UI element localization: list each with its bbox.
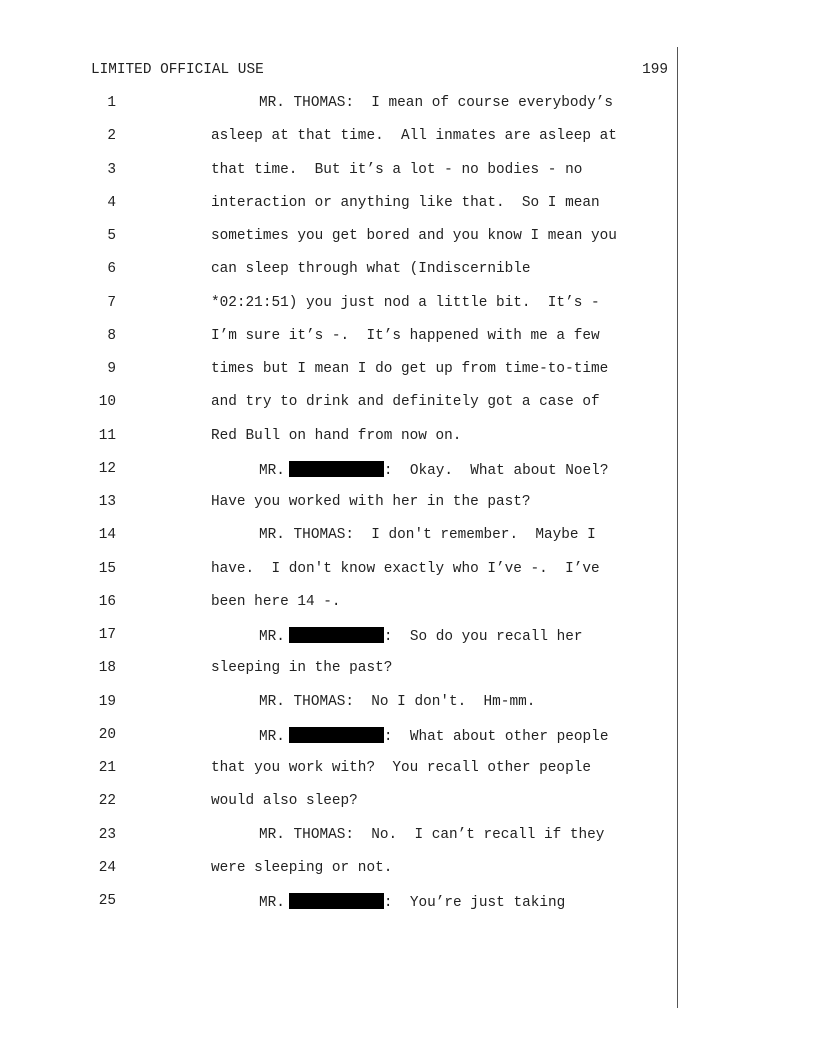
line-number: 22: [98, 793, 116, 810]
transcript-line: [0, 627, 816, 647]
line-number: 21: [98, 760, 116, 776]
transcript-line: [0, 660, 816, 680]
line-text: MR. THOMAS: I mean of course everybody’s: [259, 95, 614, 111]
line-text: have. I don't know exactly who I’ve -. I’ve: [211, 560, 600, 577]
line-number: 1: [107, 95, 116, 111]
transcript-line: [0, 793, 816, 813]
transcript-line: [0, 328, 816, 348]
line-number: 16: [98, 593, 116, 610]
redaction-block: [289, 727, 384, 743]
line-text-content: : You’re just taking: [383, 895, 566, 911]
transcript-line: [0, 527, 816, 547]
line-text: [259, 727, 608, 745]
line-text: MR. THOMAS: No I don't. Hm-mm.: [259, 693, 536, 710]
line-number: 5: [107, 228, 116, 244]
page-number: 199: [642, 62, 668, 78]
transcript-line: [0, 893, 816, 913]
line-text: [259, 893, 565, 911]
transcript-line: [0, 295, 816, 315]
line-number: 14: [98, 527, 116, 544]
line-text: been here 14 -.: [211, 593, 341, 610]
classification-header: LIMITED OFFICIAL USE: [91, 62, 264, 78]
transcript-line: [0, 760, 816, 780]
transcript-line: [0, 494, 816, 514]
transcript-line: [0, 727, 816, 747]
speaker-label: MR.: [259, 462, 285, 479]
line-number: 25: [98, 893, 116, 909]
line-number: 2: [107, 128, 116, 145]
line-number: 17: [98, 627, 116, 643]
line-text: Red Bull on hand from now on.: [211, 427, 462, 444]
line-number: 6: [107, 261, 116, 278]
line-text: were sleeping or not.: [211, 859, 393, 876]
line-text-content: : Okay. What about Noel?: [383, 462, 609, 479]
line-text: MR. THOMAS: No. I can’t recall if they: [259, 826, 605, 843]
line-number: 9: [107, 361, 116, 377]
line-text: *02:21:51) you just nod a little bit. It’s -: [211, 294, 600, 311]
transcript-line: [0, 261, 816, 281]
line-text: [259, 627, 583, 645]
line-number: 23: [98, 826, 116, 843]
line-number: 20: [98, 726, 116, 743]
line-text: sometimes you get bored and you know I mean you: [211, 228, 617, 244]
line-number: 7: [107, 294, 116, 311]
transcript-line: [0, 394, 816, 414]
line-number: 10: [98, 394, 116, 411]
line-text: would also sleep?: [211, 793, 358, 810]
line-number: 8: [107, 327, 116, 344]
speaker-label: MR.: [259, 728, 285, 745]
redaction-block: [289, 461, 384, 477]
line-number: 4: [107, 194, 116, 211]
line-number: 12: [98, 460, 116, 477]
speaker-label: MR.: [259, 629, 285, 645]
line-text: asleep at that time. All inmates are asleep at: [211, 128, 617, 145]
redaction-block: [289, 893, 384, 909]
transcript-line: [0, 162, 816, 182]
line-number: 19: [98, 693, 116, 710]
transcript-line: [0, 361, 816, 381]
transcript-line: [0, 195, 816, 215]
transcript-line: [0, 561, 816, 581]
line-text: interaction or anything like that. So I mean: [211, 194, 600, 211]
line-text: can sleep through what (Indiscernible: [211, 261, 531, 278]
line-text: I’m sure it’s -. It’s happened with me a few: [211, 327, 600, 344]
line-number: 15: [98, 560, 116, 577]
line-number: 3: [107, 161, 116, 178]
transcript-line: [0, 228, 816, 248]
line-text: sleeping in the past?: [211, 660, 393, 677]
line-text: times but I mean I do get up from time-to-time: [211, 361, 609, 377]
line-number: 11: [98, 427, 116, 444]
line-number: 18: [98, 660, 116, 677]
transcript-line: [0, 860, 816, 880]
speaker-label: MR.: [259, 895, 285, 911]
line-text: that you work with? You recall other people: [211, 760, 591, 776]
transcript-line: [0, 128, 816, 148]
transcript-line: [0, 461, 816, 481]
line-text-content: : What about other people: [383, 728, 609, 745]
transcript-line: [0, 827, 816, 847]
line-text: MR. THOMAS: I don't remember. Maybe I: [259, 527, 596, 544]
line-number: 13: [98, 494, 116, 510]
line-text-content: : So do you recall her: [383, 629, 583, 645]
line-text: Have you worked with her in the past?: [211, 494, 531, 510]
redaction-block: [289, 627, 384, 643]
line-number: 24: [98, 859, 116, 876]
transcript-line: [0, 428, 816, 448]
line-text: [259, 461, 608, 479]
transcript-line: [0, 594, 816, 614]
line-text: that time. But it’s a lot - no bodies - no: [211, 161, 583, 178]
line-text: and try to drink and definitely got a case of: [211, 394, 600, 411]
transcript-line: [0, 694, 816, 714]
transcript-line: [0, 95, 816, 115]
